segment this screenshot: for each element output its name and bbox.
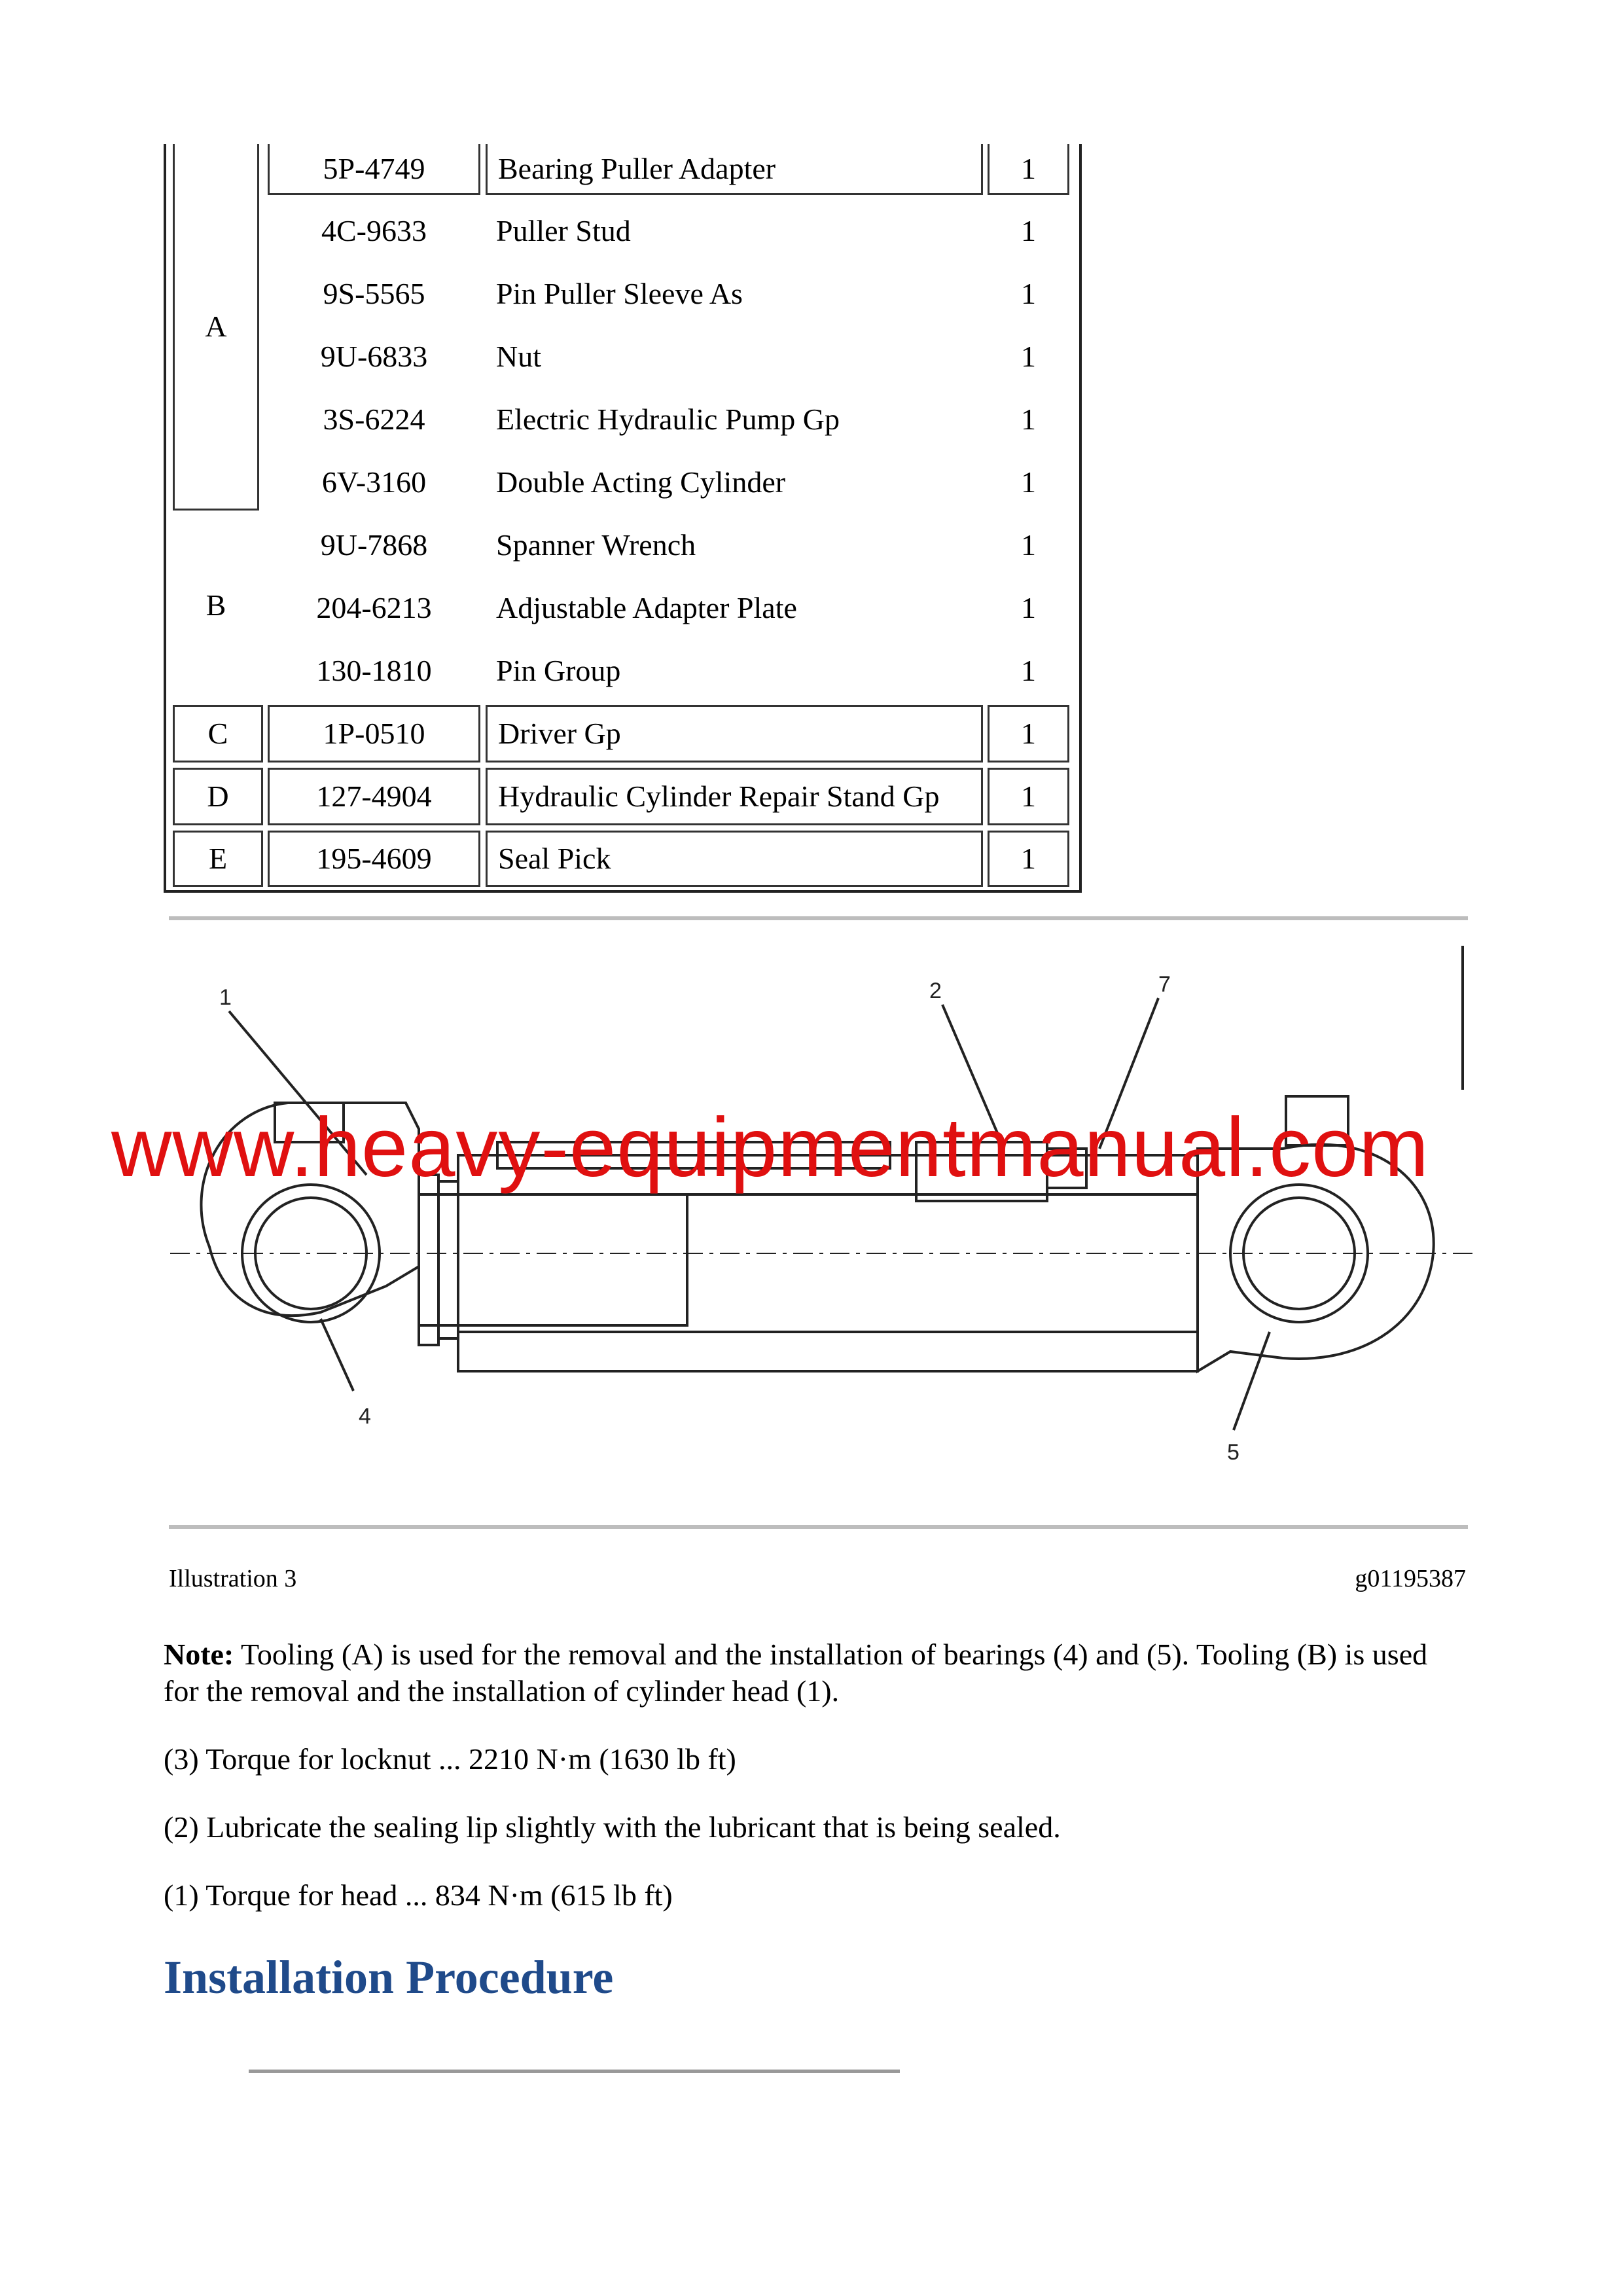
table-cell-desc: Bearing Puller Adapter xyxy=(486,144,983,195)
divider-bottom xyxy=(169,1525,1468,1529)
cylinder-illustration xyxy=(170,933,1472,1509)
table-cell-qty: 1 xyxy=(1021,591,1036,624)
table-cell-part: 130-1810 xyxy=(316,654,432,687)
table-cell-desc: Double Acting Cylinder xyxy=(496,465,786,499)
table-cell-desc: Electric Hydraulic Pump Gp xyxy=(496,403,840,436)
table-cell-desc: Pin Puller Sleeve As xyxy=(496,277,743,310)
watermark-text: www.heavy-equipmentmanual.com xyxy=(111,1101,1429,1194)
table-cell-part: 9S-5565 xyxy=(323,277,425,310)
note-text: Tooling (A) is used for the removal and the installation of bearings (4) and (5). Tooling (B) is used for the removal and the installation of cylinder head (1). xyxy=(164,1638,1428,1708)
table-cell-qty: 1 xyxy=(988,831,1069,887)
tooling-table xyxy=(164,144,1082,893)
table-cell-part: 5P-4749 xyxy=(268,144,480,195)
section-heading: Installation Procedure xyxy=(164,1951,614,2003)
group-label-c: C xyxy=(173,705,263,762)
table-cell-part: 1P-0510 xyxy=(268,705,480,762)
table-cell-desc: Pin Group xyxy=(496,654,621,687)
table-cell-desc: Seal Pick xyxy=(486,831,983,887)
divider-top xyxy=(169,916,1468,920)
note-label: Note: xyxy=(164,1638,234,1671)
group-label-e: E xyxy=(173,831,263,887)
callout-5: 5 xyxy=(1227,1440,1240,1465)
table-cell-part: 9U-7868 xyxy=(320,528,428,562)
table-cell-part: 127-4904 xyxy=(268,768,480,825)
note-paragraph xyxy=(164,1636,1466,1710)
table-cell-desc: Puller Stud xyxy=(496,214,631,247)
table-cell-qty: 1 xyxy=(1021,214,1036,247)
table-cell-qty: 1 xyxy=(1021,465,1036,499)
table-cell-qty: 1 xyxy=(1021,340,1036,373)
table-cell-part: 3S-6224 xyxy=(323,403,425,436)
step-3: (3) Torque for locknut ... 2210 N·m (1630 lb ft) xyxy=(164,1742,736,1776)
step-2: (2) Lubricate the sealing lip slightly with the lubricant that is being sealed. xyxy=(164,1810,1061,1844)
table-cell-desc: Spanner Wrench xyxy=(496,528,696,562)
table-cell-qty: 1 xyxy=(988,705,1069,762)
table-cell-part: 4C-9633 xyxy=(321,214,427,247)
group-label-d: D xyxy=(173,768,263,825)
table-cell-qty: 1 xyxy=(1021,277,1036,310)
illustration-caption: Illustration 3 xyxy=(169,1565,297,1592)
table-cell-desc: Hydraulic Cylinder Repair Stand Gp xyxy=(486,768,983,825)
table-cell-desc: Nut xyxy=(496,340,541,373)
callout-2: 2 xyxy=(929,978,942,1003)
table-cell-part: 195-4609 xyxy=(268,831,480,887)
illustration-id: g01195387 xyxy=(1355,1565,1466,1592)
table-cell-qty: 1 xyxy=(988,144,1069,195)
callout-4: 4 xyxy=(359,1404,371,1429)
table-cell-qty: 1 xyxy=(1021,654,1036,687)
table-cell-qty: 1 xyxy=(1021,528,1036,562)
table-cell-part: 204-6213 xyxy=(316,591,432,624)
group-label-a: A xyxy=(173,144,259,511)
step-1: (1) Torque for head ... 834 N·m (615 lb ft) xyxy=(164,1878,673,1912)
table-cell-desc: Adjustable Adapter Plate xyxy=(496,591,797,624)
table-cell-qty: 1 xyxy=(1021,403,1036,436)
table-cell-part: 9U-6833 xyxy=(320,340,428,373)
callout-1: 1 xyxy=(219,985,232,1010)
table-cell-qty: 1 xyxy=(988,768,1069,825)
table-cell-part: 6V-3160 xyxy=(321,465,427,499)
divider-short xyxy=(249,2070,900,2073)
group-label-b: B xyxy=(205,588,226,622)
table-cell-desc: Driver Gp xyxy=(486,705,983,762)
callout-7: 7 xyxy=(1158,972,1171,997)
